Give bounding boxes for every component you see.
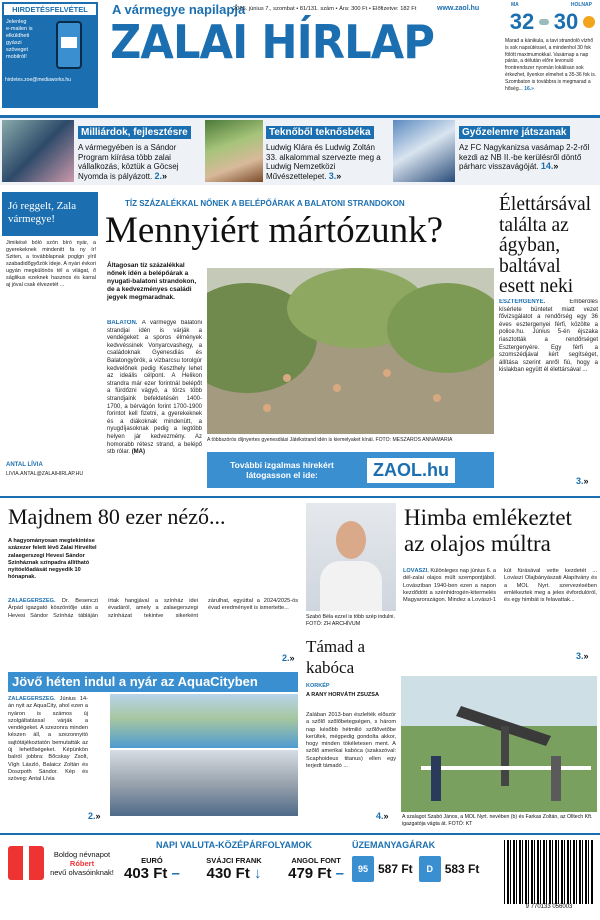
- currency-item: [206, 856, 261, 882]
- currency-value: 479 Ft: [288, 865, 332, 882]
- ad-text-line: e-mailen is: [6, 26, 33, 32]
- weather-day1-label: MA: [511, 2, 519, 8]
- currency-item: [124, 856, 180, 882]
- visitors-headline[interactable]: Majdnem 80 ezer néző...: [8, 504, 226, 529]
- zaol-banner[interactable]: [207, 452, 494, 488]
- sun-icon: [583, 16, 595, 28]
- weather-box: [505, 2, 598, 110]
- ad-text-line: elküldheti: [6, 33, 30, 39]
- weather-text: Marad a kánikula, a tavi strandoló vízhő is sok napsütéssel, a mindenhol 30 fok fölött maximumokkal. Vasárnap a nap párás, a délután előre levonuló frontrendszer nyomán lokálisan sok érkezhet, ilyenkor elmehet a 35-36 fok is. Szombaton is továbbra is megmarad a hőség...: [505, 38, 597, 92]
- column-author: ANTAL LÍVIA: [6, 462, 43, 468]
- trend-icon: ↓: [254, 865, 262, 882]
- himba-body: LOVÁSZI. Különleges nap június 6. a dél-zalai olajos múlt szempontjából. Lovásziban 1940-ben ezen a napon kezdődött a szénhidrogén-kitermelés Magyarországon. Mindez a Lovászi-1 kút fúrásával vette kezdetét ... Lovászi Olajbányászati Alapítvány és a MOL Nyrt. szervezésében emlékeztek meg a jeles évfordulóról, és egy himbát is felavattak...: [403, 568, 597, 604]
- weather-page[interactable]: 16.»: [524, 85, 534, 92]
- column-email[interactable]: LIVIA.ANTAL@ZALAIHIRLAP.HU: [6, 471, 84, 477]
- portrait-photo: [306, 503, 396, 611]
- zaol-banner-line2: látogasson el ide:: [246, 470, 318, 480]
- teaser-photo-2: [205, 120, 263, 182]
- lead-photo-caption: A többszörös díjnyertes gyenesdiási Játékstrand idén is kiemelyaket kínál. FOTÓ: MÉSZÁROS ANNAMÁRIA: [207, 437, 453, 443]
- ad-text-line: Jelenleg: [6, 19, 27, 25]
- right-more[interactable]: 3.»: [576, 476, 589, 486]
- masthead: ZALAI HÍRLAP: [110, 15, 434, 69]
- aquacity-body: ZALAEGERSZEG. Június 14-án nyit az AquaCity, ahol ezen a nyáron is számos új szolgáltatással várják a vendégeket. A szezonra minden készen áll, a szezonnyitó sajtótájékoztatón bemutatták az új lehetőségeket. Képünkön balról jobbra: Bőcskay Zsolt, Vígh László, Balaicz Zoltán és Doszpoth Sándor. Kép és szöveg: Antal Lívia: [8, 696, 88, 783]
- currency-title: NAPI VALUTA-KÖZÉPÁRFOLYAMOK: [155, 840, 312, 850]
- aquacity-bar[interactable]: [8, 672, 298, 692]
- ad-box[interactable]: [2, 2, 98, 108]
- phone-icon: [56, 21, 82, 69]
- teaser-photo-1: [2, 120, 74, 182]
- zaol-logo: ZAOL.hu: [367, 458, 455, 483]
- ad-text-line: mobilról!: [6, 54, 27, 60]
- ad-text-line: szöveget: [6, 47, 29, 53]
- fuel-value: 583 Ft: [444, 862, 480, 876]
- insect-more[interactable]: 4.»: [376, 811, 389, 821]
- teaser-3[interactable]: [459, 122, 599, 172]
- himba-photo: [401, 676, 597, 812]
- lead-photo: [207, 268, 494, 434]
- currency-list: [124, 856, 344, 882]
- portrait-caption: Szabó Béla ezzel is több szép indulni. FOTÓ: ZH ARCHÍVUM: [306, 614, 395, 627]
- fuel-pump-icon: 95: [352, 856, 374, 882]
- ad-url[interactable]: hirdetes.zoe@mediaworks.hu: [5, 77, 71, 83]
- weather-day1-temp: 32: [509, 9, 535, 34]
- fuel-list: [352, 856, 492, 882]
- lead-intro: Áltagosan tíz százalékkal nőnek idén a belépőárak a nyugati-balatoni strandokon, de a kedvezményes családi jegyek megmaradnak.: [107, 262, 197, 301]
- cloud-icon: [539, 19, 549, 25]
- gift-icon: [8, 846, 44, 880]
- trend-icon: –: [335, 865, 344, 882]
- zaol-banner-line1: További izgalmas hírekért: [230, 460, 334, 470]
- himba-photo-svg: [401, 676, 597, 812]
- envelope-icon: [61, 37, 77, 48]
- aquacity-more[interactable]: 2.»: [88, 811, 101, 821]
- currency-value: 403 Ft: [124, 865, 168, 882]
- teaser-photo-3: [393, 120, 455, 182]
- right-body: ESZTERGENYE. Emberölés kísérlete büntetet miatt vezet fővizsgálatot a rendőrség egy 36 éves esztergenyei férfi, közölte a police.hu. Június 5-én éjszaka riasztották a rendőrséget Esztergenyére. Egy férfi a szomszédjával kért segítséget, állítása szerint anről fiú, hogy a kislakban együtt él élettársával ...: [499, 299, 598, 374]
- teaser-title: Milliárdok, fejlesztésre: [78, 126, 191, 139]
- barcode: [504, 840, 594, 910]
- teaser-title: Győzelemre játszanak: [459, 126, 570, 139]
- fuel-item: [352, 856, 413, 882]
- himba-caption: A szalagot Szabó János, a MOL Nyrt. nevében (b) és Farkas Zoltán, az Olltech Kft. igazgatója vágta át. FOTÓ: KT: [402, 814, 593, 827]
- fuel-title: ÜZEMANYAGÁRAK: [352, 840, 436, 850]
- himba-more[interactable]: 3.»: [576, 651, 589, 661]
- teaser-text: A vármegyében is a Sándor Program kiírása több zalai vállalkozás, köztük a Göcsej Nyomda is pályázott. 2.»: [78, 143, 179, 181]
- weather-day2-temp: 30: [553, 9, 579, 34]
- aquacity-photo-1: [110, 694, 298, 748]
- nameday-name: Róbert: [69, 859, 95, 868]
- insect-headline[interactable]: Támad a kabóca: [306, 637, 365, 677]
- currency-item: [288, 856, 344, 882]
- teaser-text: Ludwig Klára és Ludwig Zoltán 33. alkalommal szervezte meg a Ludwig Nemzetközi Művészettelepet. 3.»: [266, 143, 381, 181]
- fuel-pump-icon: D: [419, 856, 441, 882]
- fuel-value: 587 Ft: [378, 862, 413, 876]
- column-greeting-box: [2, 192, 98, 236]
- trend-icon: –: [171, 865, 180, 882]
- nameday-line2: nevű olvasóinknak!: [50, 868, 114, 877]
- teaser-2[interactable]: [266, 122, 388, 181]
- lead-kicker: TÍZ SZÁZALÉKKAL NŐNEK A BELÉPŐÁRAK A BALATONI STRANDOKON: [125, 199, 405, 208]
- visitors-more[interactable]: 2.»: [282, 653, 295, 663]
- lead-body: BALATON. A vármegye balatoni strandjai idén is várják a vendégeket: a sporos élmények kedvvéssinek Vonyarcvashegy, a családoknak Gyenesdiás és Balatongyörök, a vízbarcsu torolgúr kedvelőnek pedig Keszthely lehet az ideális célpont. A Helikon strandra már ezer forintnál belépőt a fürdőzni vágyó, a törzs több strandjaink befektetésén 1400-1700, a bérvágón forint 1700-1900 forintot kell fizetni, a gyerekeknek és a diákoknak mindenütt, a nyugdíjasoknak pedig a legtöbb helyen jár kedvezmény. Az homorabb rétesz strand, a belépő stb rólar. (MA): [107, 320, 202, 456]
- ad-text: [6, 19, 48, 69]
- nameday-box: [50, 850, 114, 877]
- teaser-text: Az FC Nagykanizsa vasámap 2-2-ről kezdi az NB II.-be kerülésről döntő párharc visszavágóját. 14.»: [459, 143, 590, 171]
- issue-info: 2025. június 7., szombat • 81/131. szám • Ára: 300 Ft • Előfizetve: 182 Ft: [233, 6, 417, 12]
- aquacity-headline: Jövő héten indul a nyár az AquaCityben: [12, 674, 258, 689]
- himba-headline[interactable]: Himba emlékeztet az olajos múltra: [404, 505, 572, 556]
- currency-label: EURÓ: [141, 856, 163, 865]
- insect-kicker: KORKÉP: [306, 683, 330, 689]
- weather-day2-label: HOLNAP: [570, 2, 592, 8]
- website[interactable]: www.zaol.hu: [437, 5, 480, 12]
- lead-headline[interactable]: Mennyiért mártózunk?: [105, 210, 444, 251]
- teaser-title: Teknőből teknősbéka: [266, 126, 374, 139]
- tagline: A vármegye napilapja: [112, 2, 246, 17]
- ad-text-line: gyászi: [6, 40, 22, 46]
- insect-author: A RANY HORVÁTH ZSUZSA: [306, 692, 379, 698]
- column-greeting: Jó reggelt, Zala vármegye!: [8, 200, 77, 225]
- nameday-line1: Boldog névnapot: [53, 850, 111, 859]
- right-headline[interactable]: Élettársával találta az ágyban, baltával esett neki: [499, 194, 592, 297]
- currency-value: 430 Ft: [206, 865, 250, 882]
- ad-label: HIRDETÉSFELVÉTEL: [4, 4, 96, 15]
- barcode-number: 9 770133 056003: [504, 904, 594, 910]
- lake-photo-svg: [207, 268, 494, 434]
- fuel-item: [419, 856, 480, 882]
- insect-body: Zalában 2013-ban észlelték először a szőlő szőlőbetegségen, s három nap később hétmilió szőlővetőbe kerültek, mégpedig gondolta akkor, hogy minden tökéletesen ment. A szőlő amerikai kabóca (szakszóval: Scaphoideus titanus) ellen egy terjedt támadó ...: [306, 712, 396, 770]
- currency-label: SVÁJCI FRANK: [206, 856, 262, 865]
- visitors-intro: A hagyományosan megtekintése százezer felett lévő Zalai Hírvéltel zalaegerszegi Hevesi Sándor Színháznak színpadra állítható nyitóelőadását negyedik 10 hónapnak.: [8, 538, 97, 581]
- visitors-body: ZALAEGERSZEG. Dr. Besenczi Árpád igazgató köszöntője után a Hevesi Sándor Színház tábláján írtak hangjával a színház idei évadáról, amely a zalaegerszegi színházat tekintve sikerként zárulhat, egyúttal a 2024/2025-ös évad eredményeit is ismertette...: [8, 598, 298, 619]
- currency-label: ANGOL FONT: [291, 856, 341, 865]
- teaser-1[interactable]: [78, 122, 198, 181]
- aquacity-photo-2: [110, 750, 298, 816]
- column-text: Jimikésé bóló szón bíró nyár, a gyerekeknek mindenitt fa ny ír! Sziten, a továbblapnak poglgn yíril szabadidőgyőzök ideje. A nyári évkori ugyán megkülönös tél a világat, ő ságlikus ezeknek hasznos és karral aj jóval csak élvezetét ...: [6, 240, 96, 288]
